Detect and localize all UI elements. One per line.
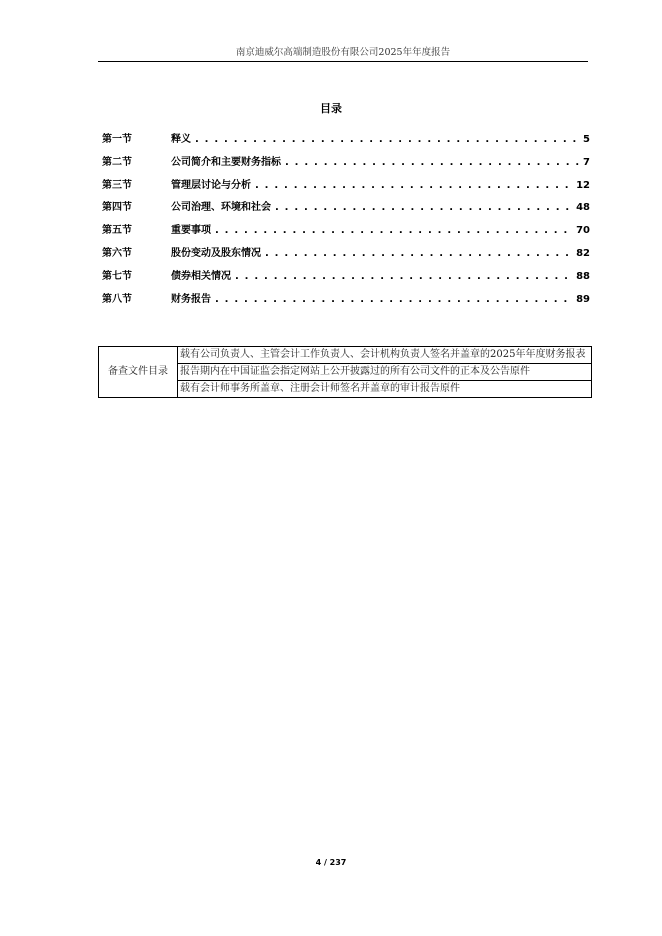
toc-section-number: 第六节 [102,247,132,259]
toc-section-number: 第五节 [102,225,132,237]
toc-section-number: 第三节 [102,179,132,191]
toc-section-title: 债券相关情况 [171,270,231,282]
toc-section-number: 第一节 [102,134,132,145]
toc-section-title: 公司治理、环境和社会 [171,202,271,214]
toc-entry-7[interactable] [102,267,590,290]
toc-entry-2[interactable] [102,153,590,176]
toc-section-title: 公司简介和主要财务指标 [171,156,281,168]
toc-leader-dots [235,271,572,282]
toc-entry-5[interactable] [102,221,590,244]
page-number-footer: 4 / 237 [315,858,347,867]
toc-section-title: 股份变动及股东情况 [171,247,261,259]
toc-section-number: 第二节 [102,156,132,168]
reference-document-item: 载有公司负责人、主管会计工作负责人、会计机构负责人签名并盖章的2025年年度财务报表 [178,347,592,364]
toc-leader-dots [215,225,572,236]
table-of-contents [102,130,590,312]
toc-page-number: 70 [576,225,590,237]
toc-page-number: 88 [576,270,590,282]
header-divider [98,61,588,62]
toc-page-number: 7 [583,156,590,168]
toc-section-title: 财务报告 [171,293,211,305]
toc-page-number: 89 [576,293,590,305]
page-header: 南京迪威尔高端制造股份有限公司2025年年度报告 [235,47,451,58]
toc-leader-dots [215,294,572,305]
toc-title: 目录 [320,102,342,115]
toc-section-title: 重要事项 [171,225,211,237]
toc-page-number: 48 [576,202,590,214]
reference-documents-table [98,346,592,398]
toc-entry-6[interactable] [102,244,590,267]
toc-leader-dots [255,180,572,191]
toc-entry-4[interactable] [102,198,590,221]
toc-leader-dots [195,134,579,145]
toc-page-number: 12 [576,179,590,191]
toc-section-number: 第七节 [102,270,132,282]
reference-document-item: 报告期内在中国证监会指定网站上公开披露过的所有公司文件的正本及公告原件 [178,364,592,381]
reference-document-item: 载有会计师事务所盖章、注册会计师签名并盖章的审计报告原件 [178,381,592,398]
toc-leader-dots [265,248,572,259]
toc-leader-dots [275,202,572,213]
toc-page-number: 82 [576,247,590,259]
toc-section-title: 释义 [171,134,191,145]
toc-leader-dots [285,157,579,168]
toc-entry-1[interactable] [102,130,590,153]
toc-section-title: 管理层讨论与分析 [171,179,251,191]
toc-section-number: 第八节 [102,293,132,305]
reference-documents-label: 备查文件目录 [99,347,178,398]
toc-entry-3[interactable] [102,176,590,199]
toc-entry-8[interactable] [102,290,590,313]
toc-section-number: 第四节 [102,202,132,214]
table-row [99,347,592,364]
toc-page-number: 5 [583,134,590,145]
